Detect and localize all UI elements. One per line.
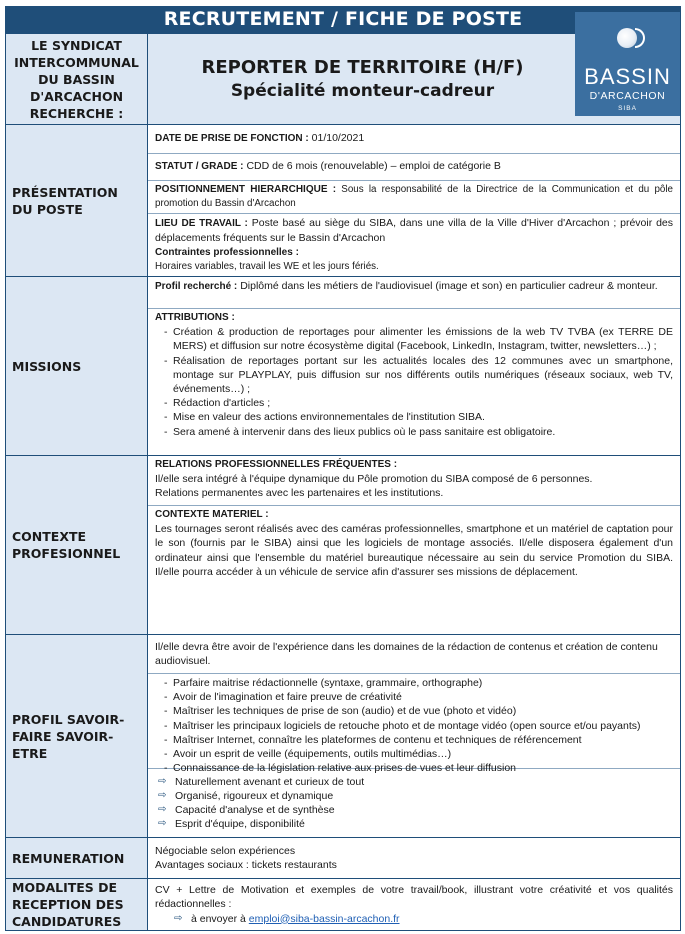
list-item: - Sera amené à intervenir dans des lieux publics où le pass sanitaire est obligatoire. <box>155 425 673 439</box>
label-presentation: PRÉSENTATION DU POSTE <box>6 124 147 276</box>
contraintes-label: Contraintes professionnelles : <box>155 246 299 258</box>
materiel-label: CONTEXTE MATERIEL : <box>155 509 269 520</box>
materiel-value: Les tournages seront réalisés avec des caméras professionnelles, smartphone et un matériel de captation pour le son (fournis par le SIBA) ainsi que les logiciels de montage associés. Il/elle disposera également d'un ordinateur ainsi que l'ensemble du matériel bureautique nécessaire au sein du service Promotion du SIBA. Il/elle pourra accéder à un véhicule de service afin d'assurer ses missions de déplacement. <box>155 523 673 578</box>
profil-intro: Il/elle devra être avoir de l'expérience dans les domaines de la rédaction de contenus et création de contenu audiovisuel. <box>155 640 658 667</box>
modalites-text: CV + Lettre de Motivation et exemples de votre travail/book, illustrant votre créativité et vos qualités rédactionnelles : <box>155 884 673 911</box>
label-contexte: CONTEXTE PROFESIONNEL <box>6 455 147 634</box>
moon-icon <box>617 28 637 48</box>
contraintes-value: Horaires variables, travail les WE et les jours fériés. <box>155 260 379 272</box>
wave-icon <box>635 28 645 48</box>
section-contents <box>148 34 680 930</box>
relations-line-1: Il/elle sera intégré à l'équipe dynamique du Pôle promotion du SIBA composé de 6 personnes. <box>155 473 593 486</box>
lieu-label: LIEU DE TRAVAIL : <box>155 218 248 230</box>
lieu-row <box>148 213 680 276</box>
list-item: - Connaissance de la législation relative aux prises de vues et leur diffusion <box>155 761 673 775</box>
list-item: ⇨ Organisé, rigoureux et dynamique <box>155 789 673 803</box>
list-item: - Rédaction d'articles ; <box>155 396 673 410</box>
profil-section <box>148 634 680 837</box>
email-link[interactable]: emploi@siba-bassin-arcachon.fr <box>248 912 400 925</box>
date-label: DATE DE PRISE DE FONCTION : <box>155 133 309 145</box>
list-item: ⇨ Esprit d'équipe, disponibilité <box>155 817 673 831</box>
label-recruiter: LE SYNDICAT INTERCOMMUNAL DU BASSIN D'ARCACHON RECHERCHE : <box>14 37 139 121</box>
missions-section <box>148 276 680 455</box>
relations-line-2: Relations permanentes avec les partenaires et les institutions. <box>155 487 444 500</box>
position-value: Sous la responsabilité de la Directrice de la Communication et du pôle promotion du Bassin d'Arcachon <box>155 183 673 210</box>
label-profil: PROFIL SAVOIR-FAIRE SAVOIR-ETRE <box>6 634 147 837</box>
relations-row <box>148 456 680 505</box>
list-item: - Parfaire maitrise rédactionnelle (syntaxe, grammaire, orthographe) <box>155 676 673 690</box>
statut-row <box>148 153 680 181</box>
profil-recherche-label: Profil recherché : <box>155 281 238 292</box>
position-row <box>148 180 680 213</box>
remuneration-line-1: Négociable selon expériences <box>155 844 296 857</box>
lieu-value: Poste basé au siège du SIBA, dans une villa de la Ville d'Hiver d'Arcachon ; prévoir des déplacements fréquents sur le Bassin d'Arcachon <box>155 217 674 245</box>
modalites-row <box>148 879 680 930</box>
savoir-etre-list <box>155 775 673 832</box>
statut-value: CDD de 6 mois (renouvelable) – emploi de catégorie B <box>246 160 501 173</box>
modalites-section <box>148 878 680 930</box>
attributions-row <box>148 308 680 455</box>
contexte-section <box>148 455 680 634</box>
list-item: - Avoir un esprit de veille (équipements, outils multimédias…) <box>155 747 673 761</box>
attributions-label: ATTRIBUTIONS : <box>155 312 235 323</box>
logo-line-3: SIBA <box>618 105 637 112</box>
modalites-send <box>155 912 673 926</box>
savoir-etre-row <box>148 768 680 837</box>
list-item: - Maîtriser les techniques de prise de son (audio) et de vue (photo et vidéo) <box>155 704 673 718</box>
list-item: - Réalisation de reportages portant sur les actualités locales des 12 communes avec un smartphone, montage sur PLAYPLAY, puis diffusion sur nos différents outils numériques (réseaux sociaux, web TV, événements…) ; <box>155 354 673 397</box>
remuneration-line-2: Avantages sociaux : tickets restaurants <box>155 859 337 871</box>
send-prefix: à envoyer à <box>191 912 246 925</box>
label-modalites: MODALITES DE RECEPTION DES CANDIDATURES <box>6 878 147 930</box>
label-missions: MISSIONS <box>6 276 147 455</box>
relations-label: RELATIONS PROFESSIONNELLES FRÉQUENTES : <box>155 459 398 470</box>
page-banner: RECRUTEMENT / FICHE DE POSTE <box>5 6 681 33</box>
remuneration-row <box>148 838 680 878</box>
attributions-list <box>155 325 673 439</box>
section-labels <box>6 34 148 930</box>
siba-logo <box>575 12 680 116</box>
label-remuneration: REMUNERATION <box>6 837 147 878</box>
date-value: 01/10/2021 <box>311 132 365 145</box>
remuneration-section <box>148 837 680 878</box>
job-subtitle: Spécialité monteur-cadreur <box>230 80 495 101</box>
profil-intro-row <box>148 635 680 673</box>
savoir-faire-row <box>148 673 680 775</box>
savoir-faire-list <box>155 676 673 775</box>
job-sheet-table <box>5 33 681 931</box>
logo-line-2: D'ARCACHON <box>589 90 666 102</box>
position-label: POSITIONNEMENT HIERARCHIQUE : <box>155 183 337 195</box>
list-item: ⇨ Capacité d'analyse et de synthèse <box>155 803 673 817</box>
list-item: - Maîtriser les principaux logiciels de retouche photo et de montage vidéo (open source et/ou payants) <box>155 719 673 733</box>
job-title: REPORTER DE TERRITOIRE (H/F) <box>201 56 524 78</box>
profil-recherche-value: Diplômé dans les métiers de l'audiovisuel (image et son) en particulier cadreur & monteur. <box>240 280 658 292</box>
list-item: - Mise en valeur des actions environnementales de l'institution SIBA. <box>155 410 673 424</box>
logo-line-1: BASSIN <box>584 64 671 89</box>
profil-recherche-row <box>148 277 680 308</box>
list-item <box>171 912 673 926</box>
statut-label: STATUT / GRADE : <box>155 161 244 173</box>
materiel-row <box>148 505 680 634</box>
list-item: - Création & production de reportages pour alimenter les émissions de la web TV TVBA (ex TERRE DE MERS) et diffusion sur notre écosystème digital (Facebook, LinkedIn, Instagram, twitter, newsletters…) ; <box>155 325 673 353</box>
date-row <box>148 125 680 153</box>
list-item: - Avoir de l'imagination et faire preuve de créativité <box>155 690 673 704</box>
list-item: ⇨ Naturellement avenant et curieux de tout <box>155 775 673 789</box>
presentation-section <box>148 124 680 276</box>
list-item: - Maîtriser Internet, connaître les plateformes de contenu et techniques de référencement <box>155 733 673 747</box>
